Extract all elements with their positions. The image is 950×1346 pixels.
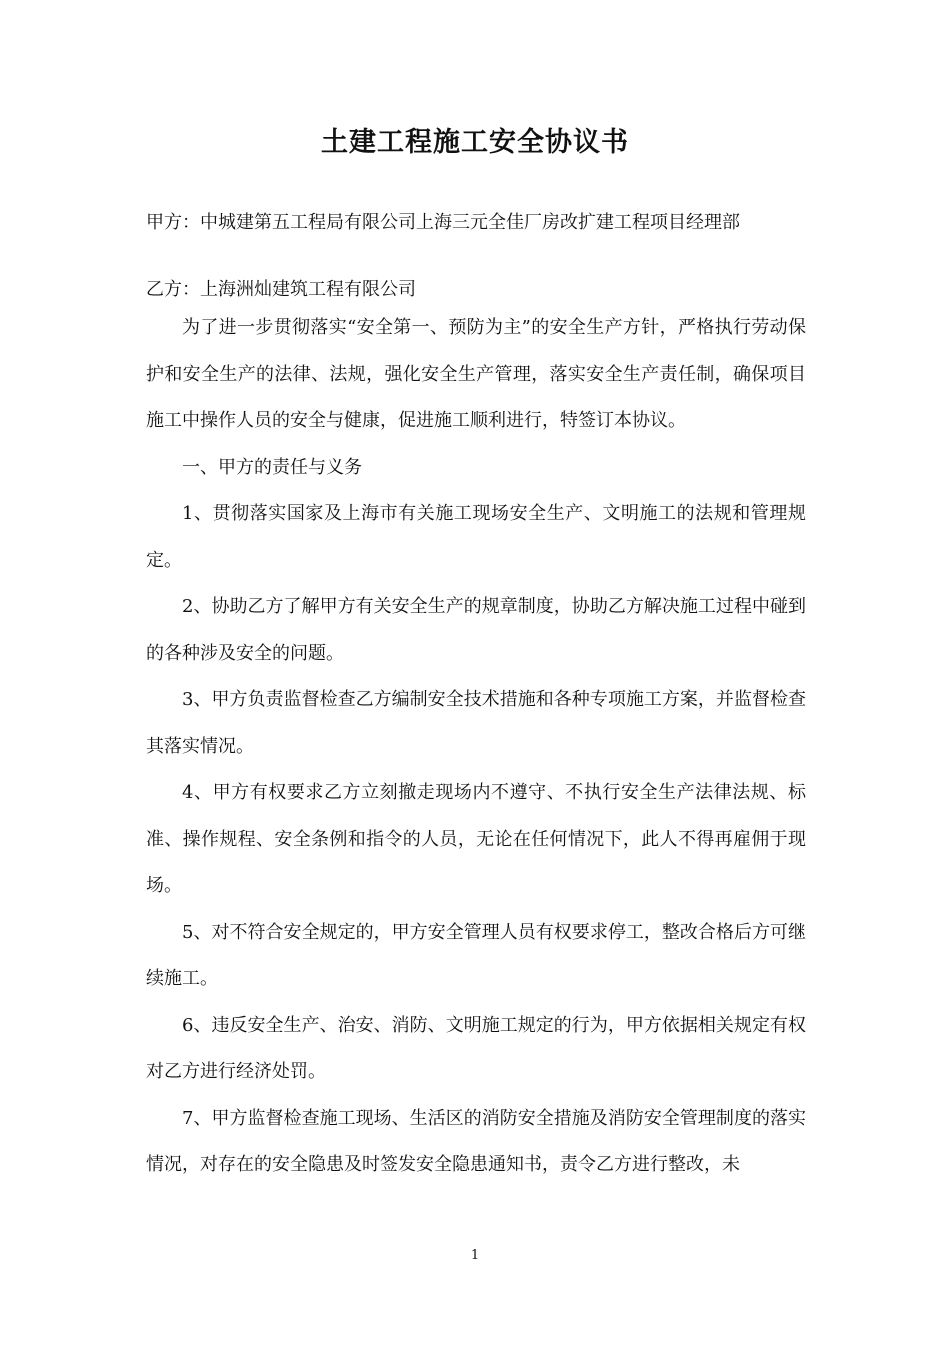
clause-7: 7、甲方监督检查施工现场、生活区的消防安全措施及消防安全管理制度的落实情况，对存在的安全隐患及时签发安全隐患通知书，责令乙方进行整改，未 xyxy=(146,1107,806,1175)
party-a-line: 甲方：中城建第五工程局有限公司上海三元全佳厂房改扩建工程项目经理部 xyxy=(146,212,740,233)
intro-paragraph: 为了进一步贯彻落实“安全第一、预防为主”的安全生产方针，严格执行劳动保护和安全生产的法律、法规，强化安全生产管理，落实安全生产责任制，确保项目施工中操作人员的安全与健康，促进施工顺利进行，特签订本协议。 xyxy=(146,317,806,431)
clause-1: 1、贯彻落实国家及上海市有关施工现场安全生产、文明施工的法规和管理规定。 xyxy=(146,503,806,571)
party-b-line: 乙方：上海洲灿建筑工程有限公司 xyxy=(146,279,416,300)
agreement-body xyxy=(146,305,806,1189)
clause-2: 2、协助乙方了解甲方有关安全生产的规章制度，协助乙方解决施工过程中碰到的各种涉及安全的问题。 xyxy=(146,596,806,664)
page-number: 1 xyxy=(470,1248,480,1263)
clause-6: 6、违反安全生产、治安、消防、文明施工规定的行为，甲方依据相关规定有权对乙方进行经济处罚。 xyxy=(146,1014,806,1082)
clause-5: 5、对不符合安全规定的，甲方安全管理人员有权要求停工，整改合格后方可继续施工。 xyxy=(146,921,806,989)
clause-4: 4、甲方有权要求乙方立刻撤走现场内不遵守、不执行安全生产法律法规、标准、操作规程、安全条例和指令的人员，无论在任何情况下，此人不得再雇佣于现场。 xyxy=(146,782,806,896)
document-title: 土建工程施工安全协议书 xyxy=(321,127,629,158)
clause-3: 3、甲方负责监督检查乙方编制安全技术措施和各种专项施工方案，并监督检查其落实情况。 xyxy=(146,689,806,757)
section-heading: 一、甲方的责任与义务 xyxy=(182,456,362,478)
